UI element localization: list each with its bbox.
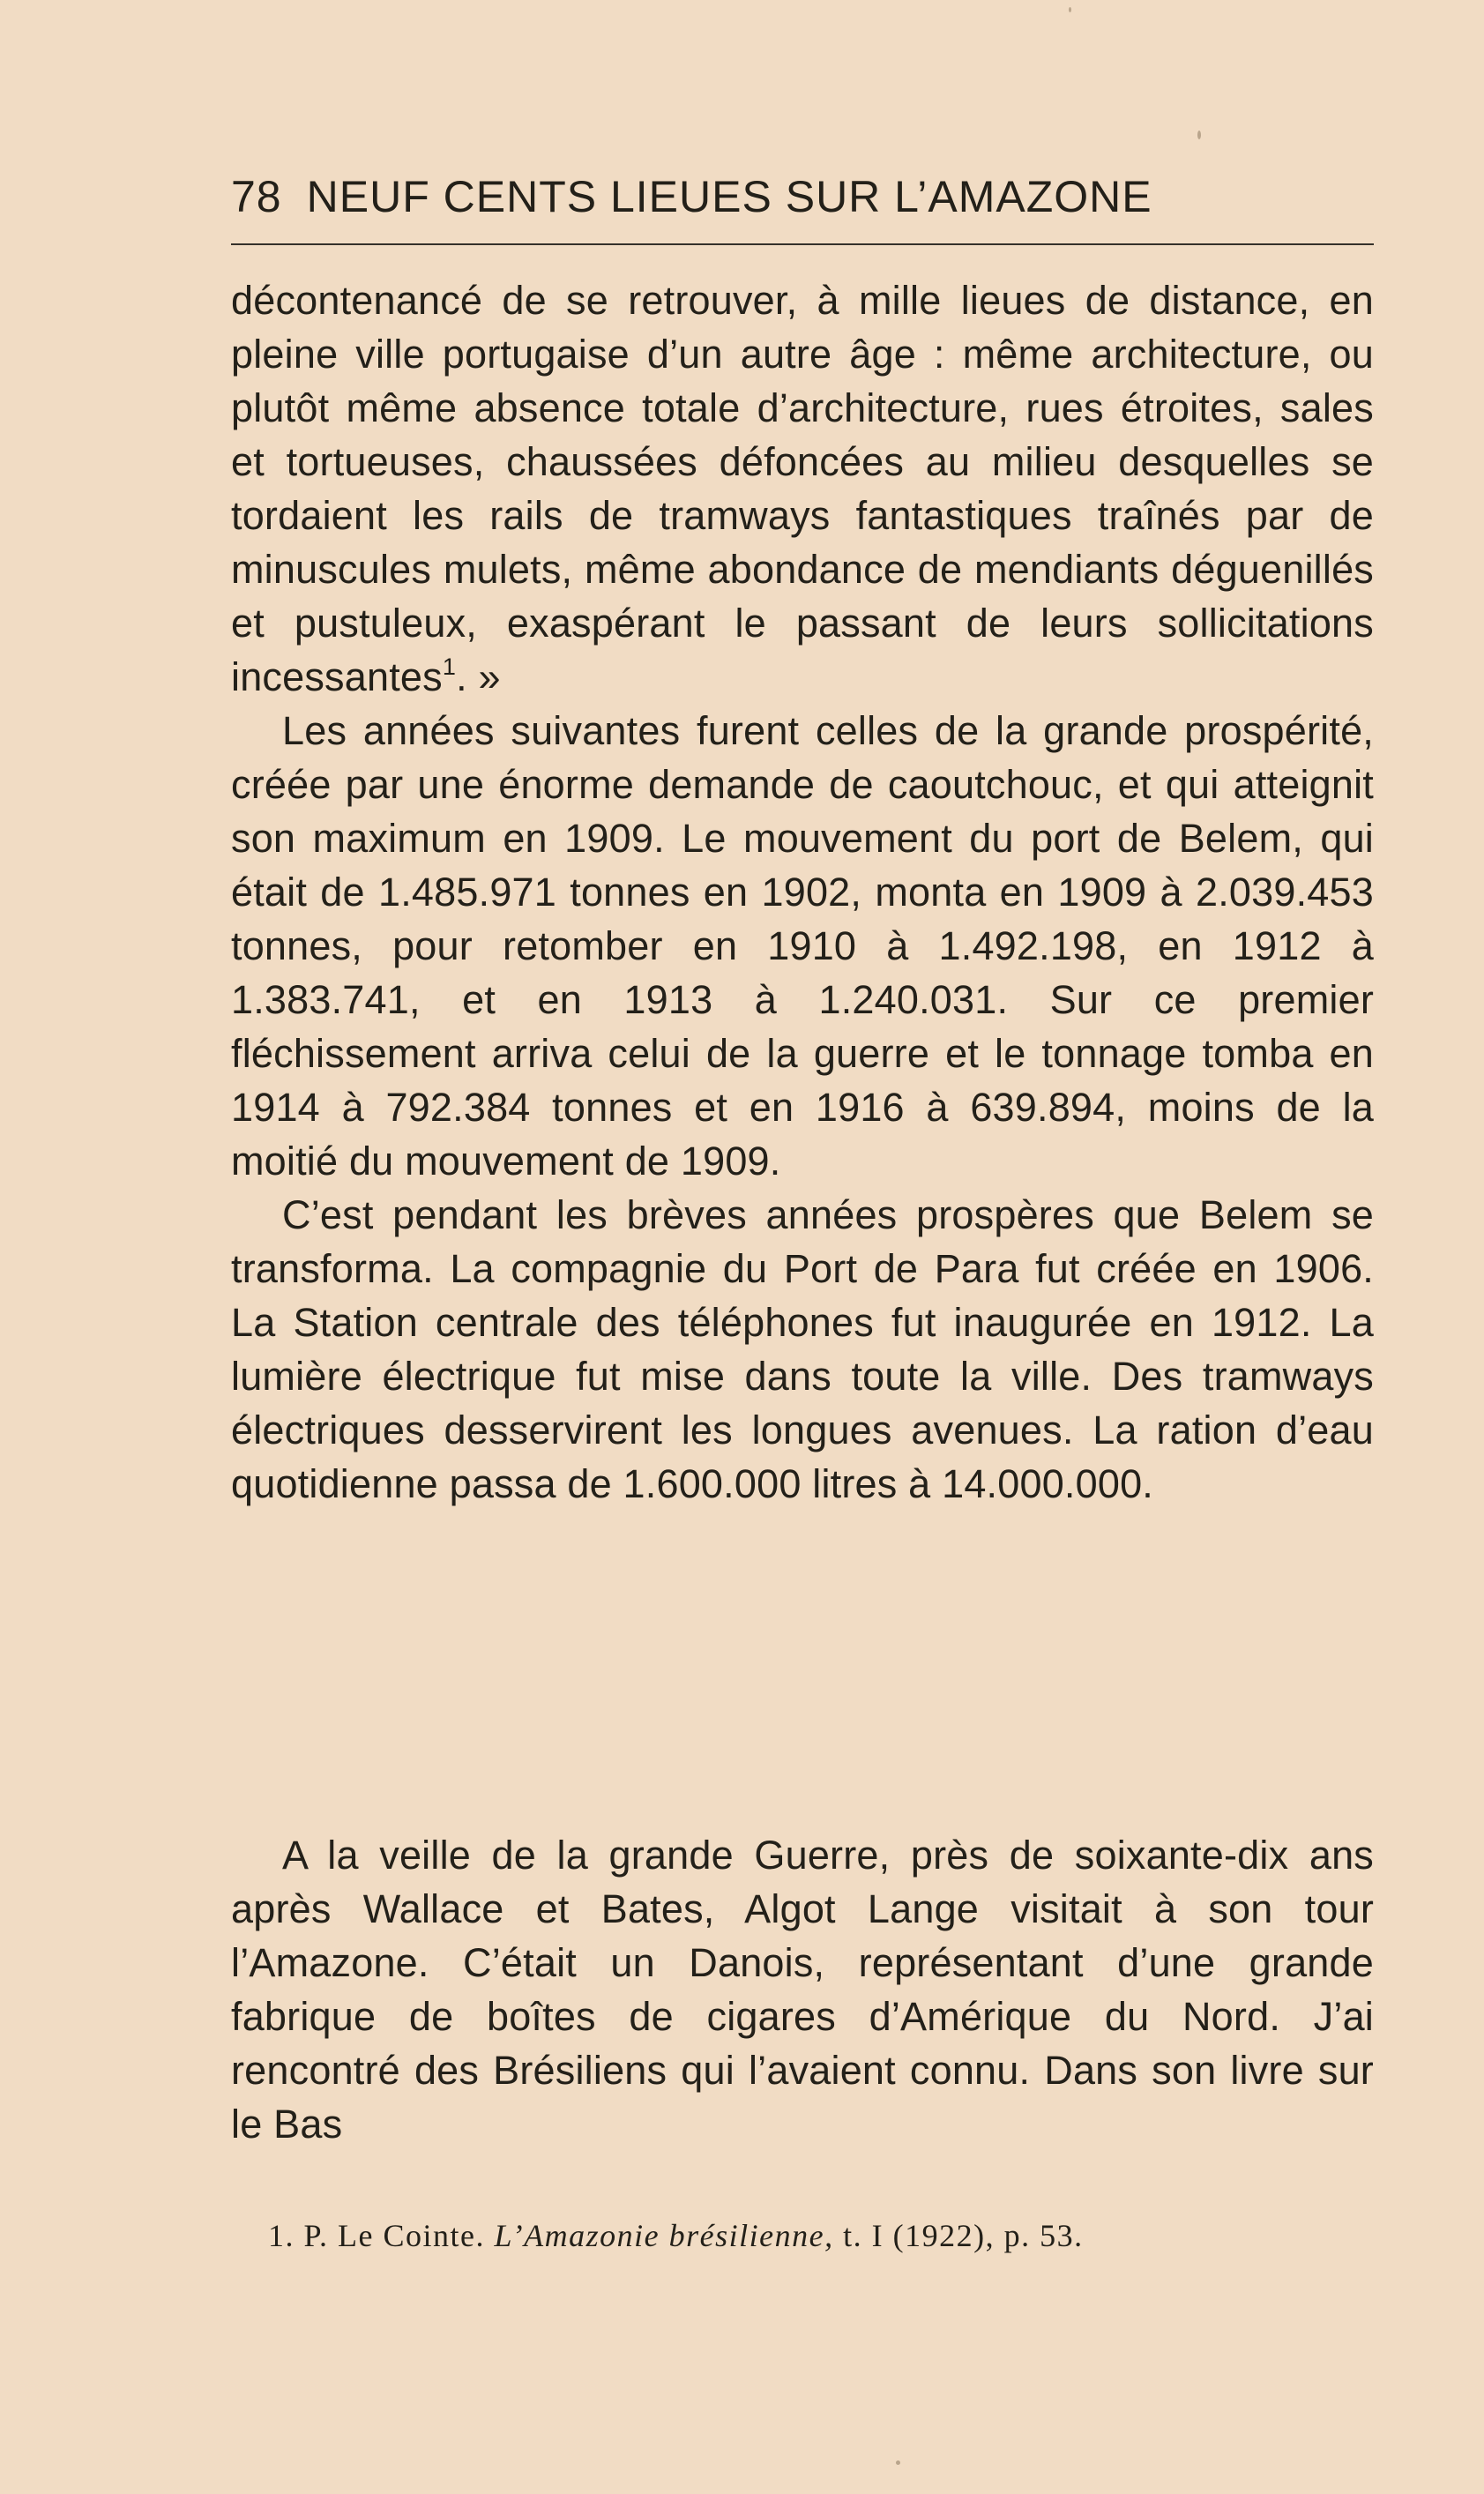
paper-speck bbox=[896, 2460, 900, 2465]
running-title: NEUF CENTS LIEUES SUR L’AMAZONE bbox=[306, 172, 1152, 221]
text-block-1 bbox=[231, 273, 1374, 1511]
footnote-reference: 1 bbox=[442, 653, 457, 680]
footnote-author: P. Le Cointe. bbox=[303, 2218, 485, 2253]
footnote-title: L’Amazonie brésilienne, bbox=[494, 2218, 834, 2253]
paragraph-transformation: C’est pendant les brèves années prospères que Belem se transforma. La compagnie du Port de Para fut créée en 1906. La Station centrale des téléphones fut inaugurée en 1912. La lumière électrique fut mise dans toute la ville. Des tramways électriques desservirent les longues avenues. La ration d’eau quotidienne passa de 1.600.000 litres à 14.000.000. bbox=[231, 1192, 1374, 1506]
page-number: 78 bbox=[231, 172, 282, 221]
footnote-marker: 1. bbox=[268, 2218, 295, 2253]
paper-speck bbox=[1197, 131, 1201, 139]
paragraph-continued-text: décontenancé de se retrouver, à mille lieues de distance, en pleine ville portugaise d’un autre âge : même architecture, ou plutôt même absence totale d’architecture, rues étroites, sales et tortueuses, chaussées défoncées au milieu desquelles se tordaient les rails de tramways fantastiques traînés par de minuscules mulets, même abondance de mendiants déguenillés et pustuleux, exaspérant le passant de leurs sollicitations incessantes bbox=[231, 278, 1374, 699]
running-head bbox=[231, 166, 1374, 228]
paragraph-prosperity: Les années suivantes furent celles de la grande prospérité, créée par une énorme demande de caoutchouc, et qui atteignit son maximum en 1909. Le mouvement du port de Belem, qui était de 1.485.971 tonnes en 1902, monta en 1909 à 2.039.453 tonnes, pour retomber en 1910 à 1.492.198, en 1912 à 1.383.741, et en 1913 à 1.240.031. Sur ce premier fléchissement arriva celui de la guerre et le tonnage tomba en 1914 à 792.384 tonnes et en 1916 à 639.894, moins de la moitié du mouvement de 1909. bbox=[231, 708, 1374, 1184]
text-block-2 bbox=[231, 1828, 1374, 2151]
footnote-details: t. I (1922), p. 53. bbox=[843, 2218, 1084, 2253]
paragraph-continued bbox=[231, 273, 1374, 704]
header-rule bbox=[231, 243, 1374, 245]
paragraph-algot-lange: A la veille de la grande Guerre, près de soixante-dix ans après Wallace et Bates, Algot Lange visitait à son tour l’Amazone. C’était un Danois, représentant d’une grande fabrique de boîtes de cigares d’Amérique du Nord. J’ai rencontré des Brésiliens qui l’avaient connu. Dans son livre sur le Bas bbox=[231, 1833, 1374, 2147]
footnote bbox=[231, 2214, 1374, 2258]
quote-close: . » bbox=[456, 654, 501, 699]
paper-speck bbox=[1069, 7, 1071, 12]
